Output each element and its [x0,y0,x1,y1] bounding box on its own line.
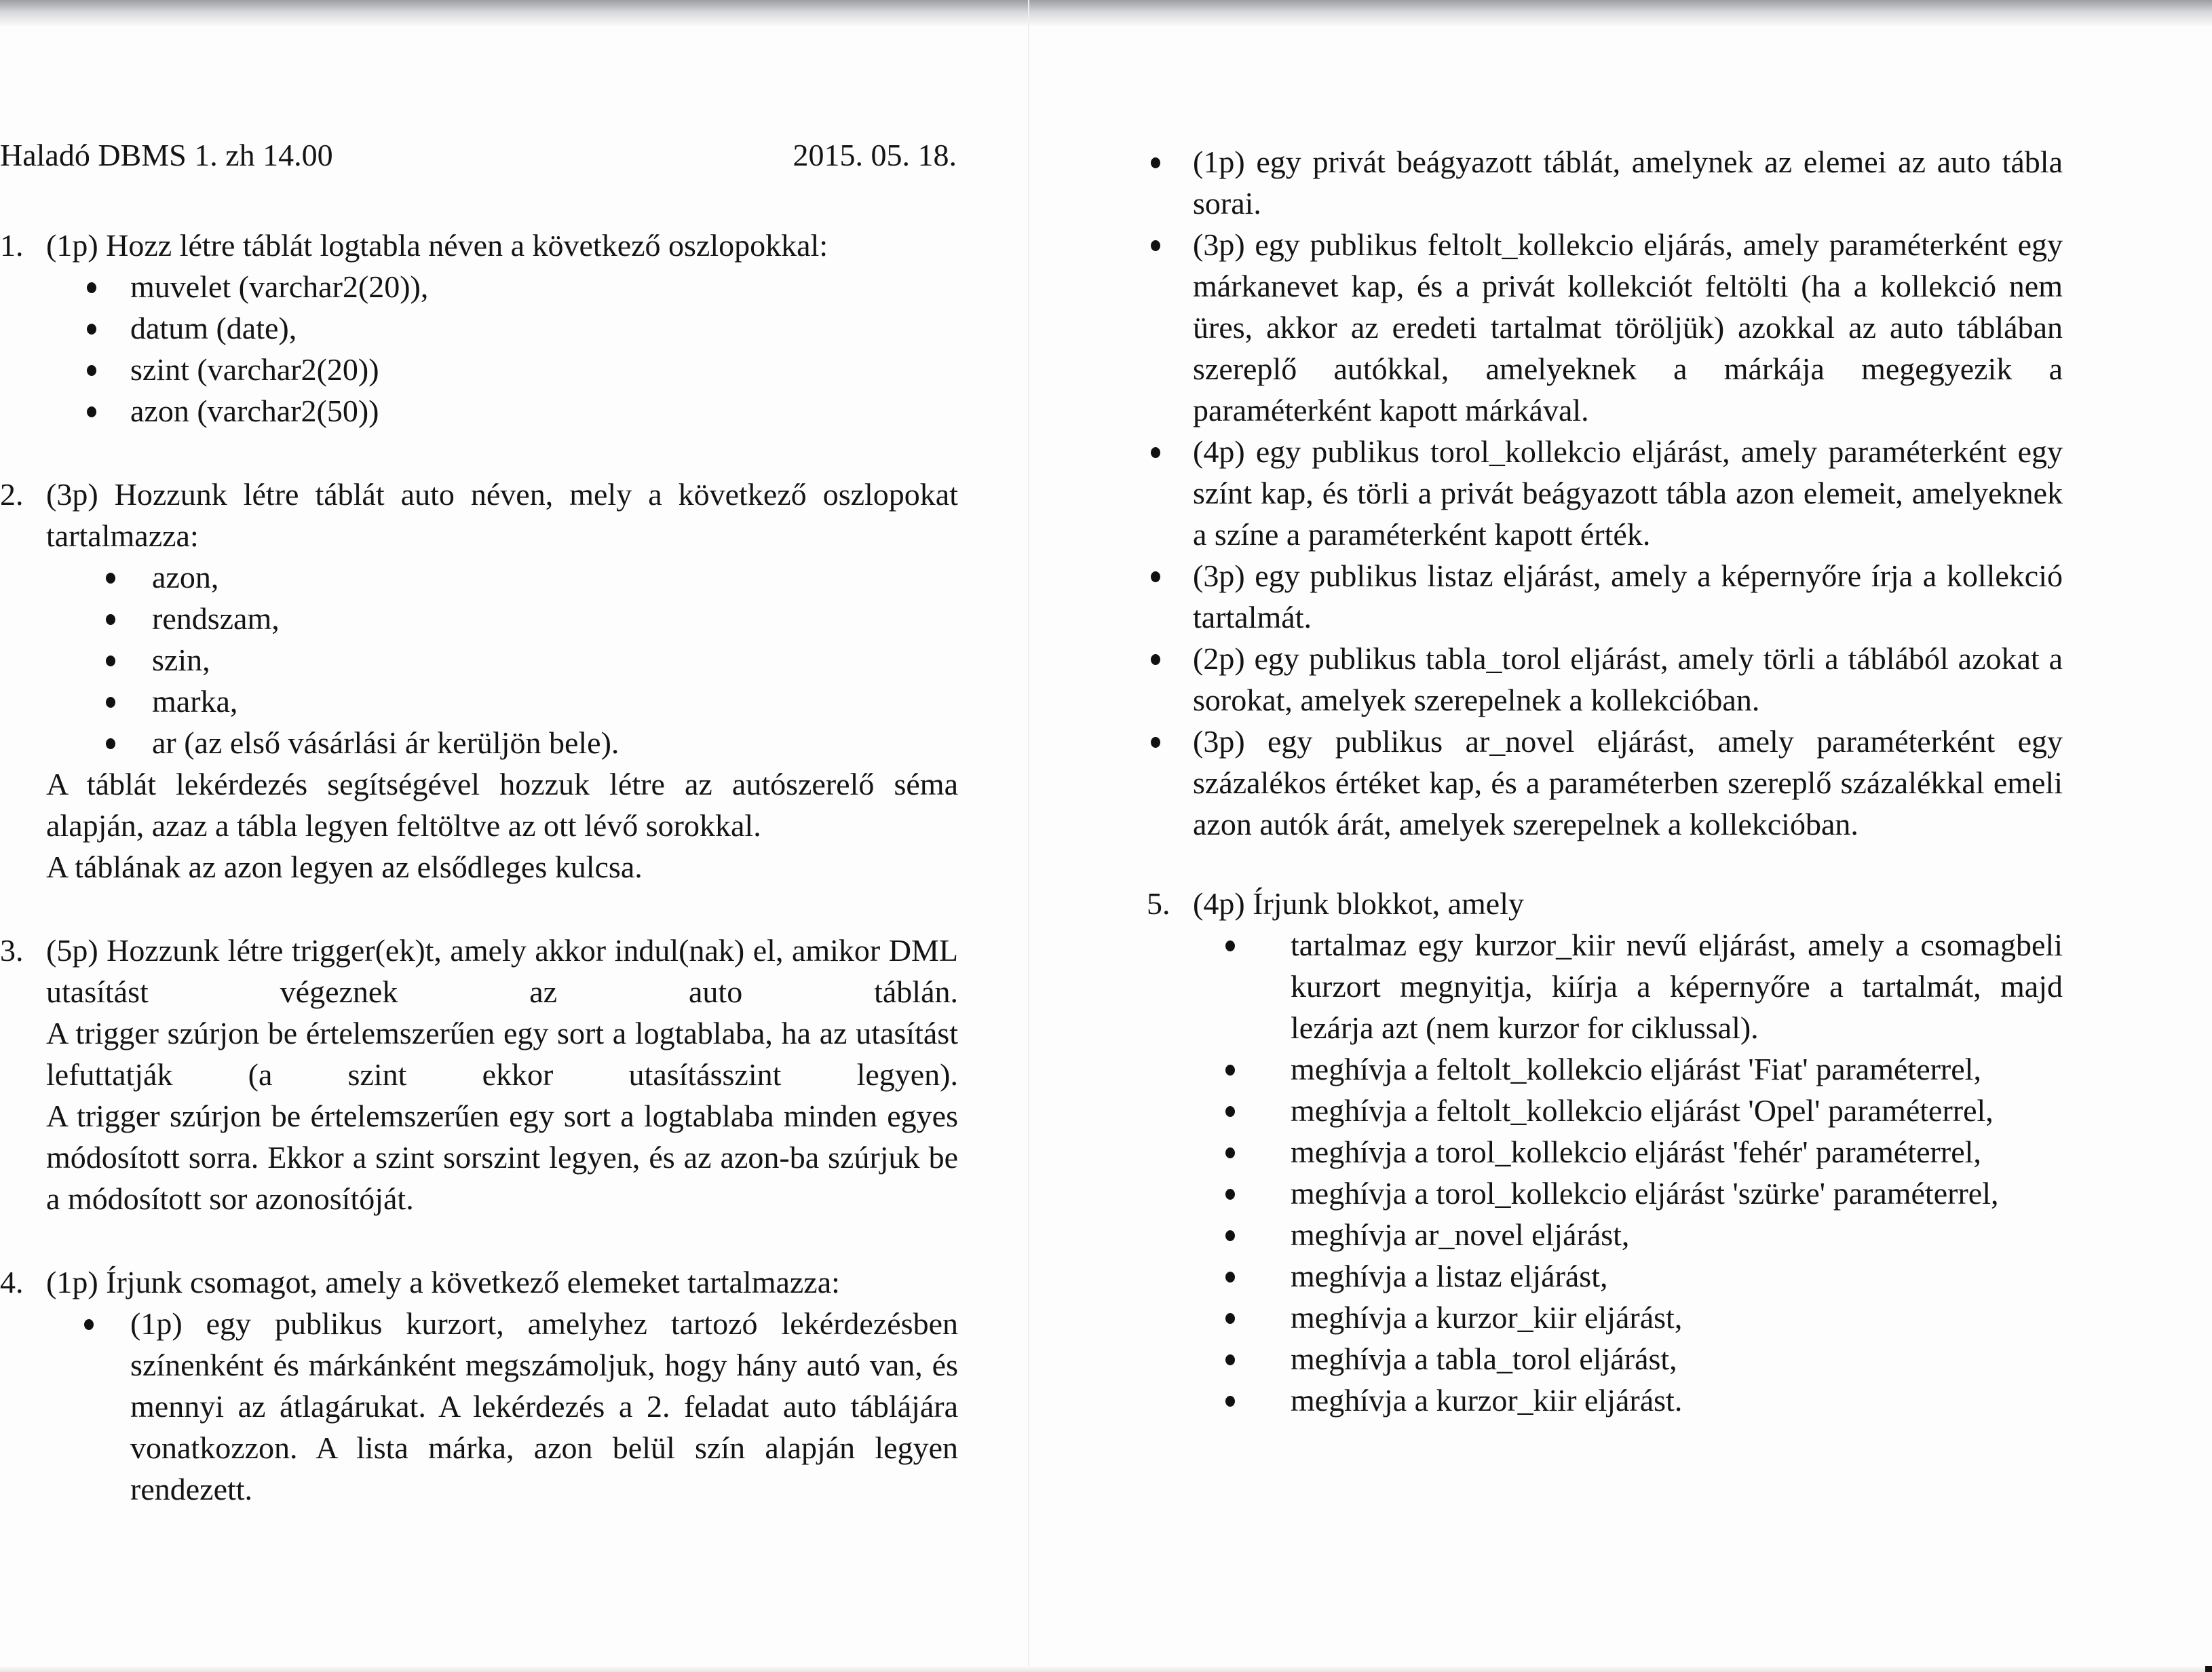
list-item: meghívja a kurzor_kiir eljárást. [1225,1380,2063,1421]
bullet-icon [1147,141,1193,224]
bullet-icon [1147,638,1193,721]
list-item: meghívja a feltolt_kollekcio eljárást 'Fiat' paraméterrel, [1225,1048,2063,1090]
bullet-icon [87,639,152,681]
package-element-list-continued [1147,141,2063,845]
bullet-icon [1147,555,1193,638]
list-item: ar (az első vásárlási ár kerüljön bele). [87,722,958,763]
bullet-icon [65,390,130,432]
bullet-icon [1225,1090,1291,1131]
bullet-icon [65,307,130,349]
list-item: meghívja a listaz eljárást, [1225,1255,2063,1297]
list-item: (1p) egy publikus kurzort, amelyhez tartozó lekérdezésben színenként és márkánként megszámoljuk, hogy hány autó van, és mennyi az átlagárukat. A lekérdezés a 2. feladat auto táblájára vonatkozzon. A lista márka, azon belül szín alapján legyen rendezett. [65,1303,958,1510]
question-text: A trigger szúrjon be értelemszerűen egy sort a logtablaba, ha az utasítást lefuttatják (a szint ekkor utasításszint legyen). [46,1016,958,1092]
list-item: azon (varchar2(50)) [65,390,958,432]
list-item: datum (date), [65,307,958,349]
list-item: meghívja a torol_kollekcio eljárást 'szürke' paraméterrel, [1225,1173,2063,1214]
bullet-icon [65,266,130,307]
bullet-icon [87,598,152,639]
list-item: muvelet (varchar2(20)), [65,266,958,307]
question-text: (4p) Írjunk blokkot, amely [1193,886,1525,921]
block-step-list [1225,924,2063,1421]
question-number: 1. [0,228,24,263]
question-number: 3. [0,933,24,968]
list-item: meghívja a kurzor_kiir eljárást, [1225,1297,2063,1338]
question-text: A trigger szúrjon be értelemszerűen egy sort a logtablaba minden egyes módosított sorra. Ekkor a szint sorszint legyen, és az azon-ba szúrjuk be a módosított sor azonosítóját. [46,1099,958,1216]
bullet-icon [1225,1297,1291,1338]
package-element-list [65,1303,958,1510]
bullet-icon [1225,1255,1291,1297]
list-item: meghívja a torol_kollekcio eljárást 'fehér' paraméterrel, [1225,1131,2063,1173]
column-list [87,556,958,763]
list-item: tartalmaz egy kurzor_kiir nevű eljárást, amely a csomagbeli kurzort megnyitja, kiírja a képernyőre a tartalmát, majd lezárja azt (nem kurzor for ciklussal). [1225,924,2063,1048]
list-item: meghívja ar_novel eljárást, [1225,1214,2063,1255]
question-number: 4. [0,1265,24,1299]
bullet-icon [87,722,152,763]
bullet-icon [87,556,152,598]
list-item: azon, [87,556,958,598]
question-text: (3p) Hozzunk létre táblát auto néven, mely a következő oszlopokat tartalmazza: [46,477,958,553]
question-number: 2. [0,477,24,512]
question-3 [0,930,958,1219]
bullet-icon [65,1303,130,1510]
exam-title: Haladó DBMS 1. zh 14.00 [0,138,333,172]
bullet-icon [1147,431,1193,555]
question-number: 5. [1147,886,1170,921]
question-4 [0,1261,958,1510]
left-column [0,134,958,1552]
question-note: A táblát lekérdezés segítségével hozzuk létre az autószerelő séma alapján, azaz a tábla legyen feltöltve az ott lévő sorokkal. [46,767,958,843]
column-list [65,266,958,432]
list-item: szint (varchar2(20)) [65,349,958,390]
bullet-icon [1225,1131,1291,1173]
question-1 [0,225,958,432]
bullet-icon [1225,924,1291,1048]
question-5 [1065,883,2063,1421]
list-item: (2p) egy publikus tabla_torol eljárást, amely törli a táblából azokat a sorokat, amelyek szerepelnek a kollekcióban. [1147,638,2063,721]
bullet-icon [87,681,152,722]
question-text: (1p) Írjunk csomagot, amely a következő elemeket tartalmazza: [46,1265,840,1299]
exam-header [0,134,958,176]
scan-bottom-edge [0,1666,2212,1672]
list-item: rendszam, [87,598,958,639]
question-2 [0,474,958,888]
bullet-icon [1147,721,1193,845]
question-text: (5p) Hozzunk létre trigger(ek)t, amely akkor indul(nak) el, amikor DML utasítást végeznek az auto táblán. [46,933,958,1009]
question-note: A táblának az azon legyen az elsődleges kulcsa. [46,850,643,884]
bullet-icon [1225,1048,1291,1090]
list-item: (1p) egy privát beágyazott táblát, amelynek az elemei az auto tábla sorai. [1147,141,2063,224]
list-item: marka, [87,681,958,722]
list-item: meghívja a tabla_torol eljárást, [1225,1338,2063,1380]
list-item: szin, [87,639,958,681]
list-item: (3p) egy publikus ar_novel eljárást, amely paraméterként egy százalékos értéket kap, és a paraméterben szereplő százalékkal emeli azon autók árát, amelyek szerepelnek a kollekcióban. [1147,721,2063,845]
list-item: (3p) egy publikus listaz eljárást, amely a képernyőre írja a kollekció tartalmát. [1147,555,2063,638]
bullet-icon [1147,224,1193,431]
page-fold [1028,0,1029,1672]
bullet-icon [1225,1173,1291,1214]
question-text: (1p) Hozz létre táblát logtabla néven a következő oszlopokkal: [46,228,828,263]
list-item: meghívja a feltolt_kollekcio eljárást 'Opel' paraméterrel, [1225,1090,2063,1131]
bullet-icon [1225,1214,1291,1255]
list-item: (3p) egy publikus feltolt_kollekcio eljárás, amely paraméterként egy márkanevet kap, és a privát kollekciót feltölti (ha a kollekció nem üres, akkor az eredeti tartalmat töröljük) azokkal az auto táblában szereplő autókkal, amelyeknek a márkája megegyezik a paraméterként kapott márkával. [1147,224,2063,431]
list-item: (4p) egy publikus torol_kollekcio eljárást, amely paraméterként egy színt kap, és törli a privát beágyazott tábla azon elemeit, amelyeknek a színe a paraméterként kapott érték. [1147,431,2063,555]
right-column [1147,141,2063,1421]
bullet-icon [65,349,130,390]
exam-date: 2015. 05. 18. [793,138,957,172]
bullet-icon [1225,1338,1291,1380]
bullet-icon [1225,1380,1291,1421]
scan-top-shadow [0,0,2212,27]
scan-corner-mark [2205,1666,2212,1672]
